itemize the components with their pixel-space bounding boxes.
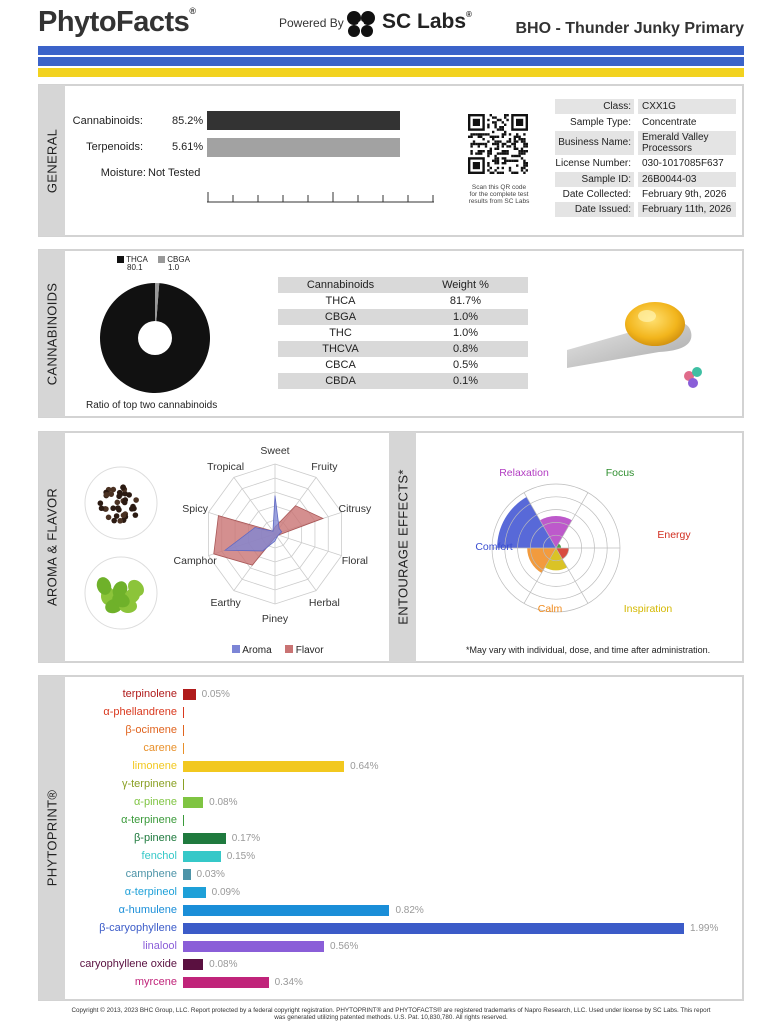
table-row: THCVA 0.8%: [278, 341, 528, 357]
info-row-date-issued: Date Issued: February 11th, 2026: [555, 202, 736, 217]
entourage-section-label: ENTOURAGE EFFECTS*: [389, 432, 416, 662]
info-row-license-number: License Number: 030-1017085F637: [555, 158, 724, 169]
aroma-peppercorn-image: [84, 466, 158, 540]
radar-axis-label: Herbal: [308, 596, 340, 609]
cannabinoid-table: [278, 277, 528, 391]
general-section-label: GENERAL: [39, 85, 65, 236]
qr-caption: Scan this QR code for the complete test results from SC Labs: [468, 184, 530, 205]
terpene-dot-icon: [692, 367, 702, 377]
table-row: CBCA 0.5%: [325, 359, 479, 371]
general-axis-ticks: [206, 190, 436, 204]
terpene-name-3: carene: [143, 742, 177, 754]
table-row: CBGA 1.0%: [278, 309, 528, 325]
info-row-date-collected: Date Collected: February 9th, 2026: [562, 189, 727, 200]
terpene-name-12: α-humulene: [118, 904, 177, 916]
donut-legend-cbga: CBGA 1.0: [158, 256, 190, 272]
product-name: BHO - Thunder Junky Primary: [515, 20, 744, 37]
radar-axis-label: Earthy: [210, 596, 241, 609]
radar-axis-label: Camphor: [173, 554, 217, 567]
terpene-pct-4: 0.64%: [350, 761, 379, 772]
terpene-name-9: fenchol: [141, 850, 177, 862]
header-stripe-yellow: [38, 68, 744, 77]
phytoprint-panel: [38, 675, 744, 1001]
terpene-pct-10: 0.03%: [196, 869, 225, 880]
sc-labs-logo-icon: [345, 10, 377, 38]
sc-labs-wordmark: SC Labs®: [382, 10, 472, 33]
legend-swatch-thca: [117, 256, 124, 263]
table-row: CBDA 0.1%: [278, 373, 528, 389]
polar-spoke: [556, 548, 588, 603]
terpene-name-0: terpinolene: [122, 688, 177, 700]
cannabinoids-bar: [207, 111, 400, 130]
phytoprint-section-label: PHYTOPRINT®: [39, 676, 65, 1000]
terpenoids-bar-track: [207, 138, 433, 157]
terpene-dot-icon: [688, 378, 698, 388]
cannabinoids-value: 85.2%: [172, 115, 204, 127]
terpene-name-15: caryophyllene oxide: [79, 958, 177, 970]
radar-axis-label: Spicy: [182, 503, 208, 516]
terpene-name-6: α-pinene: [133, 796, 177, 808]
terpenoids-value: 5.61%: [172, 141, 204, 153]
aroma-section-label: AROMA & FLAVOR: [39, 432, 65, 662]
donut-hole: [138, 321, 172, 355]
header-stripe-blue-2: [38, 57, 744, 66]
radar-legend-aroma: Aroma: [232, 645, 272, 656]
terpene-name-13: β-caryophyllene: [99, 922, 177, 934]
aroma-flavor-radar-chart: [162, 445, 388, 632]
donut-legend-thca: THCA 80.1: [117, 256, 148, 272]
radar-axis-label: Sweet: [260, 445, 290, 457]
radar-axis-label: Floral: [341, 554, 369, 567]
entourage-note: *May vary with individual, dose, and time after administration.: [466, 645, 711, 655]
terpene-name-10: camphene: [125, 868, 177, 880]
terpene-name-4: limonene: [132, 760, 177, 772]
radar-axis-label: Citrusy: [338, 503, 372, 516]
polar-label-energy: Energy: [657, 529, 691, 541]
terpenoids-bar: [207, 138, 400, 157]
donut-caption: Ratio of top two cannabinoids: [86, 400, 218, 411]
info-row-class: Class: CXX1G: [555, 99, 736, 114]
terpene-pct-0: 0.05%: [201, 689, 230, 700]
terpene-pct-9: 0.15%: [226, 851, 256, 862]
sample-info-table: [555, 99, 736, 217]
terpene-pct-15: 0.08%: [209, 959, 238, 970]
cannabinoid-donut-chart: [98, 281, 212, 395]
terpene-name-16: myrcene: [134, 976, 177, 988]
polar-label-calm: Calm: [537, 603, 563, 615]
table-row: THCA 81.7%: [325, 295, 482, 307]
terpene-pct-6: 0.08%: [209, 797, 238, 808]
terpene-name-7: α-terpinene: [121, 814, 177, 826]
terpene-name-5: γ-terpinene: [121, 778, 177, 790]
terpene-pct-11: 0.09%: [211, 887, 241, 898]
header-stripe-blue: [38, 46, 744, 55]
terpene-name-14: linalool: [142, 940, 177, 952]
table-row: THC 1.0%: [329, 327, 479, 339]
legend-swatch-flavor: [285, 645, 293, 653]
terpene-name-1: α-phellandrene: [103, 706, 177, 718]
info-row-sample-id: Sample ID: 26B0044-03: [555, 172, 736, 187]
radar-axis-line: [275, 534, 316, 591]
terpene-pct-16: 0.34%: [274, 977, 303, 988]
polar-label-inspiration: Inspiration: [623, 603, 673, 615]
legend-swatch-cbga: [158, 256, 165, 263]
cannabinoids-section-label: CANNABINOIDS: [39, 250, 65, 417]
footer-copyright: Copyright © 2013, 2023 BHC Group, LLC. Report protected by a federal copyright registration. PHYTOPRINT® and PHYTOFACTS® are registered trademarks of Napro Research, LLC. Used under license by SC Labs. This report was generated utilizing patented methods. U.S. Pat. 10,830,780. All rights reserved.: [71, 1007, 711, 1021]
moisture-label: Moisture:: [100, 167, 146, 179]
info-row-business-name: Business Name: Emerald Valley Processors: [555, 131, 736, 155]
radar-axis-label: Piney: [261, 613, 289, 625]
flavor-hops-image: [84, 556, 158, 630]
legend-swatch-aroma: [232, 645, 240, 653]
entourage-polar-chart: [460, 460, 710, 620]
radar-legend-flavor: Flavor: [285, 645, 324, 656]
terpene-name-11: α-terpineol: [124, 886, 177, 898]
radar-axis-line: [275, 534, 342, 556]
info-row-sample-type: Sample Type: Concentrate: [570, 117, 697, 128]
terpene-pct-12: 0.82%: [395, 905, 424, 916]
phytofacts-logo: PhytoFacts®: [38, 6, 196, 38]
powered-by-label: Powered By: [279, 16, 344, 30]
polar-label-focus: Focus: [605, 467, 635, 479]
terpene-pct-14: 0.56%: [329, 941, 359, 952]
cannabinoids-label: Cannabinoids:: [72, 115, 143, 127]
product-photo-concentrate: [567, 286, 709, 392]
terpenoids-label: Terpenoids:: [86, 141, 143, 153]
qr-code-icon[interactable]: [468, 114, 528, 174]
moisture-value: Not Tested: [148, 167, 201, 179]
polar-label-comfort: Comfort: [475, 541, 513, 553]
registered-mark: ®: [189, 6, 196, 16]
terpene-name-8: β-pinene: [133, 832, 177, 844]
cannabinoids-bar-track: [207, 111, 433, 130]
cannabinoid-table-header: Cannabinoids Weight %: [278, 277, 528, 293]
terpene-name-2: β-ocimene: [125, 724, 177, 736]
radar-axis-label: Tropical: [207, 461, 245, 474]
terpene-pct-13: 1.99%: [690, 923, 719, 934]
radar-axis-label: Fruity: [311, 461, 338, 474]
terpene-pct-8: 0.17%: [231, 833, 261, 844]
polar-label-relaxation: Relaxation: [499, 467, 549, 479]
